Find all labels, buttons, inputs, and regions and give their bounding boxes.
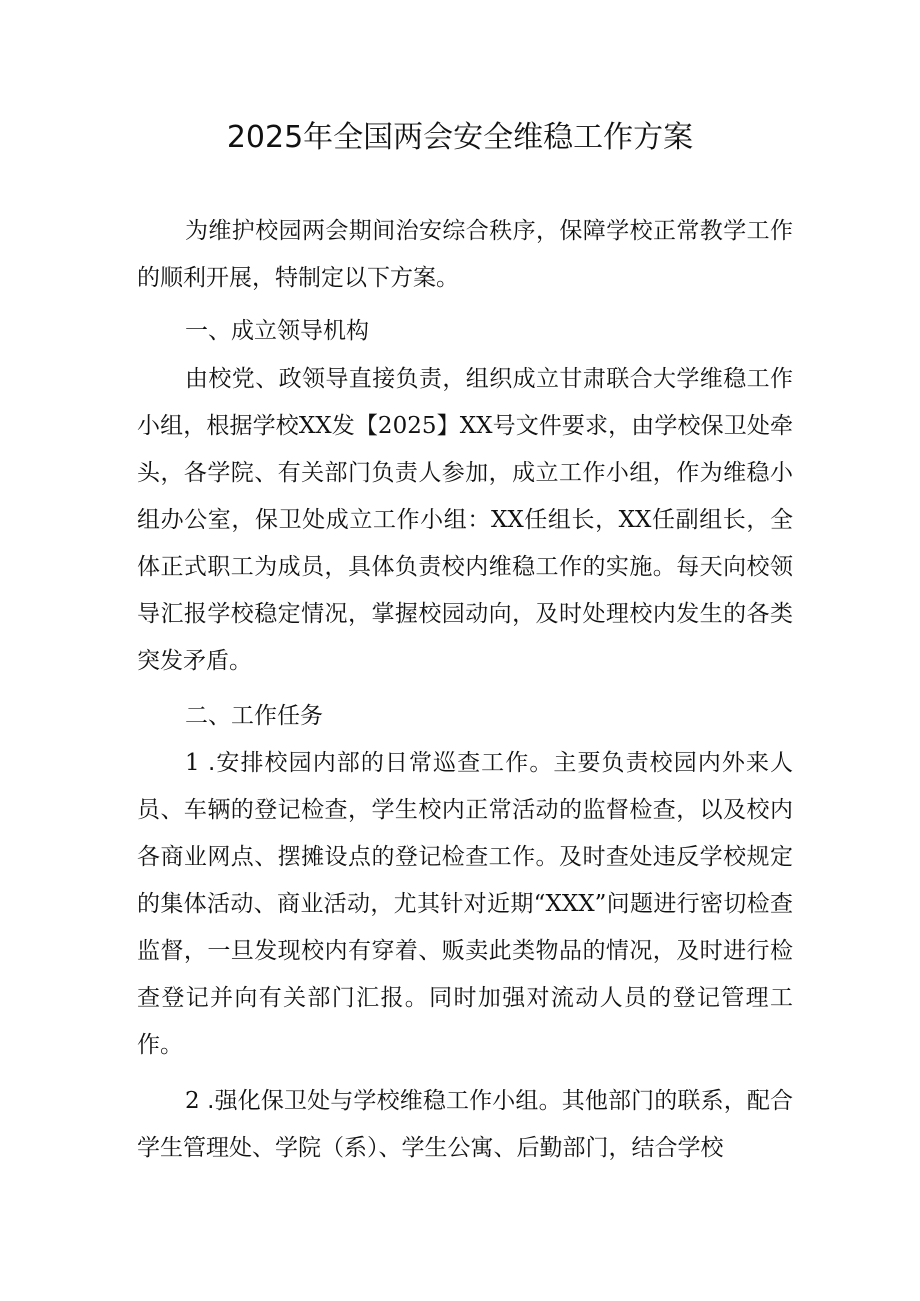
task-item-2 (137, 1078, 793, 1172)
task-item-2-body: 其他部门的联系，配合学生管理处、学院（系）、学生公寓、后勤部门，结合学校 (137, 1088, 794, 1161)
section-heading-leadership: 一、成立领导机构 (185, 318, 369, 344)
document-title: 2025年全国两会安全维稳工作方案 (226, 120, 694, 155)
task-item-1-lead: .安排校园内部的日常巡查工作。 (208, 750, 554, 776)
task-item-2-number: 2 (185, 1088, 200, 1114)
task-item-1-body: 主要负责校园内外来人员、车辆的登记检查，学生校内正常活动的监督检查，以及校内各商业网点、摆摊设点的登记检查工作。及时查处违反学校规定的集体活动、商业活动，尤其针对近期“XXX”问题进行密切检查监督，一旦发现校内有穿着、贩卖此类物品的情况，及时进行检查登记并向有关部门汇报。同时加强对流动人员的登记管理工作。 (137, 750, 794, 1058)
section-heading-tasks: 二、工作任务 (185, 703, 323, 729)
intro-paragraph: 为维护校园两会期间治安综合秩序，保障学校正常教学工作的顺利开展，特制定以下方案。 (137, 218, 793, 291)
task-item-2-lead: .强化保卫处与学校维稳工作小组。 (207, 1088, 562, 1114)
task-item-1-number: 1 (185, 750, 200, 776)
section-leadership-paragraph: 由校党、政领导直接负责，组织成立甘肃联合大学维稳工作小组，根据学校XX发【2025】XX号文件要求，由学校保卫处牵头，各学院、有关部门负责人参加，成立工作小组，作为维稳小组办公室，保卫处成立工作小组：XX任组长，XX任副组长，全体正式职工为成员，具体负责校内维稳工作的实施。每天向校领导汇报学校稳定情况，掌握校园动向，及时处理校内发生的各类突发矛盾。 (137, 366, 793, 674)
task-item-1 (137, 740, 793, 1069)
